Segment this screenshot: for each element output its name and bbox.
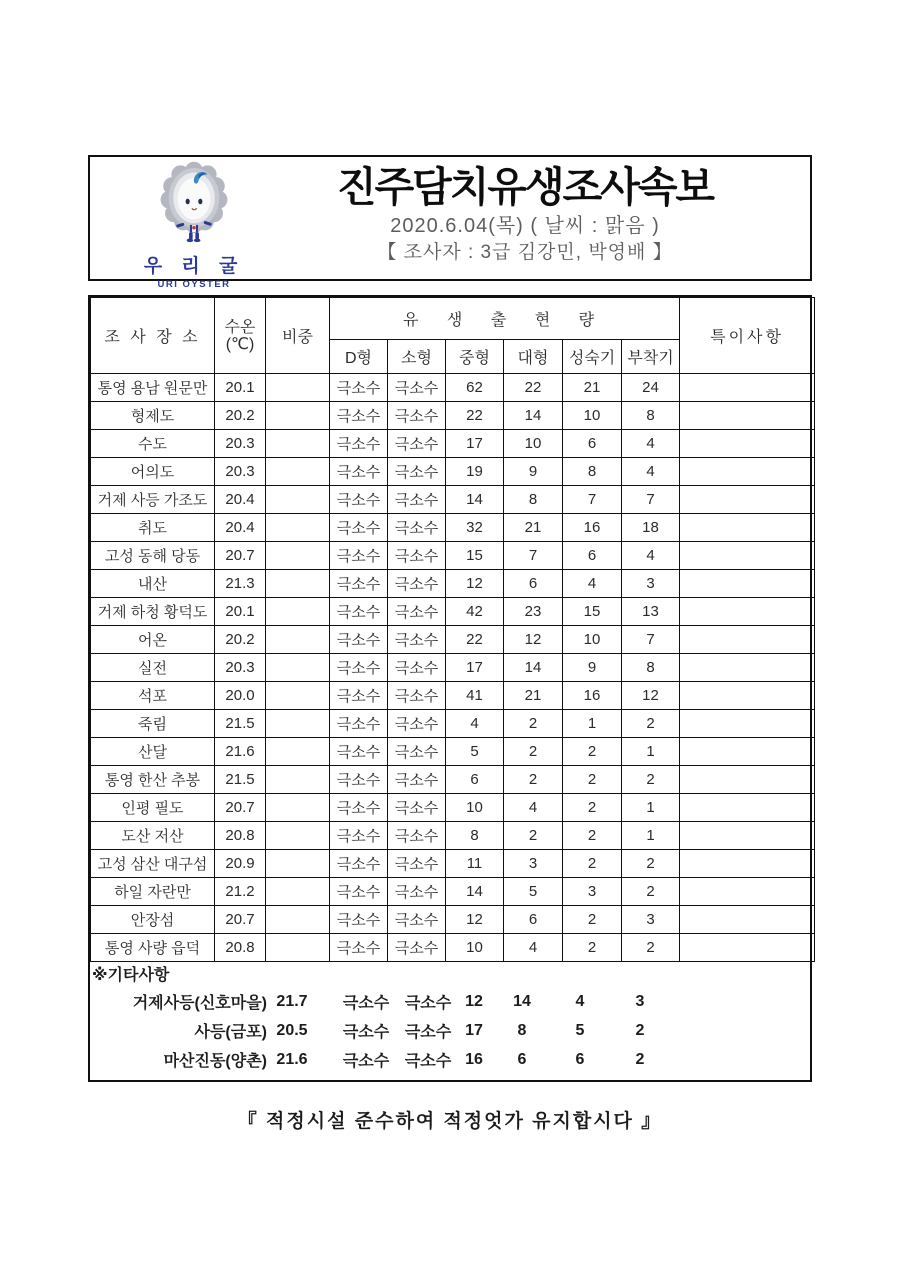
temperature-cell: 20.3 [215, 458, 266, 486]
gravity-cell [266, 934, 330, 962]
large-count-cell: 21 [504, 682, 563, 710]
d-type-count-cell: 극소수 [330, 374, 388, 402]
location-cell: 통영 용남 원문만 [91, 374, 215, 402]
temperature-cell: 20.4 [215, 486, 266, 514]
temperature-cell: 20.7 [215, 794, 266, 822]
gravity-cell [266, 738, 330, 766]
col-header-medium: 중형 [446, 340, 504, 374]
large-count-cell: 10 [504, 430, 563, 458]
temp-header-line2: (℃) [225, 335, 255, 353]
d-type-count-cell: 극소수 [330, 710, 388, 738]
mature-count-cell: 16 [563, 514, 622, 542]
d-type-count-cell: 극소수 [330, 822, 388, 850]
notes-cell [680, 598, 815, 626]
extra-d-type-cell: 극소수 [342, 1053, 390, 1070]
extra-notes-section [90, 962, 810, 1080]
location-cell: 죽림 [91, 710, 215, 738]
col-header-location: 조 사 장 소 [91, 298, 215, 374]
mature-count-cell: 6 [563, 542, 622, 570]
medium-count-cell: 10 [446, 934, 504, 962]
col-header-temperature [215, 298, 266, 374]
attach-count-cell: 1 [622, 794, 680, 822]
medium-count-cell: 15 [446, 542, 504, 570]
large-count-cell: 14 [504, 402, 563, 430]
gravity-cell [266, 598, 330, 626]
d-type-count-cell: 극소수 [330, 570, 388, 598]
attach-count-cell: 12 [622, 682, 680, 710]
mature-count-cell: 3 [563, 878, 622, 906]
extra-section-label: ※기타사항 [92, 967, 170, 984]
small-count-cell: 극소수 [388, 850, 446, 878]
d-type-count-cell: 극소수 [330, 486, 388, 514]
medium-count-cell: 17 [446, 430, 504, 458]
location-cell: 거제 사등 가조도 [91, 486, 215, 514]
notes-cell [680, 794, 815, 822]
date-weather-line: 2020.6.04(목) ( 날씨 : 맑음 ) [390, 215, 660, 237]
extra-mature-cell: 5 [575, 1021, 585, 1039]
temperature-cell: 20.7 [215, 906, 266, 934]
d-type-count-cell: 극소수 [330, 766, 388, 794]
d-type-count-cell: 극소수 [330, 514, 388, 542]
survey-table-row [91, 570, 815, 598]
extra-small-cell: 극소수 [404, 1024, 452, 1041]
gravity-cell [266, 430, 330, 458]
small-count-cell: 극소수 [388, 514, 446, 542]
extra-d-type-cell: 극소수 [342, 995, 390, 1012]
notes-cell [680, 766, 815, 794]
survey-table-row [91, 682, 815, 710]
col-header-mature: 성숙기 [563, 340, 622, 374]
attach-count-cell: 18 [622, 514, 680, 542]
col-header-gravity: 비중 [266, 298, 330, 374]
large-count-cell: 7 [504, 542, 563, 570]
survey-table [90, 297, 815, 962]
location-cell: 통영 한산 추봉 [91, 766, 215, 794]
large-count-cell: 2 [504, 738, 563, 766]
attach-count-cell: 8 [622, 402, 680, 430]
mature-count-cell: 10 [563, 626, 622, 654]
small-count-cell: 극소수 [388, 878, 446, 906]
small-count-cell: 극소수 [388, 738, 446, 766]
location-cell: 도산 저산 [91, 822, 215, 850]
temperature-cell: 20.8 [215, 822, 266, 850]
extra-location-cell: 사등(금포) [194, 1024, 267, 1041]
gravity-cell [266, 570, 330, 598]
attach-count-cell: 2 [622, 710, 680, 738]
mature-count-cell: 2 [563, 822, 622, 850]
mature-count-cell: 2 [563, 766, 622, 794]
d-type-count-cell: 극소수 [330, 906, 388, 934]
small-count-cell: 극소수 [388, 430, 446, 458]
temperature-cell: 20.7 [215, 542, 266, 570]
temperature-cell: 20.2 [215, 402, 266, 430]
d-type-count-cell: 극소수 [330, 682, 388, 710]
col-header-large: 대형 [504, 340, 563, 374]
extra-medium-cell: 12 [465, 992, 483, 1010]
temperature-cell: 20.1 [215, 598, 266, 626]
mature-count-cell: 16 [563, 682, 622, 710]
notes-cell [680, 514, 815, 542]
attach-count-cell: 3 [622, 906, 680, 934]
mature-count-cell: 9 [563, 654, 622, 682]
large-count-cell: 2 [504, 710, 563, 738]
survey-table-row [91, 598, 815, 626]
large-count-cell: 6 [504, 906, 563, 934]
mature-count-cell: 2 [563, 850, 622, 878]
extra-medium-cell: 16 [465, 1050, 483, 1068]
notes-cell [680, 850, 815, 878]
mature-count-cell: 6 [563, 430, 622, 458]
attach-count-cell: 4 [622, 458, 680, 486]
mature-count-cell: 8 [563, 458, 622, 486]
medium-count-cell: 12 [446, 570, 504, 598]
attach-count-cell: 4 [622, 542, 680, 570]
survey-table-body [91, 374, 815, 962]
large-count-cell: 9 [504, 458, 563, 486]
gravity-cell [266, 822, 330, 850]
mature-count-cell: 2 [563, 906, 622, 934]
survey-table-box [88, 295, 812, 1082]
survey-table-row [91, 794, 815, 822]
location-cell: 석포 [91, 682, 215, 710]
col-header-small: 소형 [388, 340, 446, 374]
attach-count-cell: 8 [622, 654, 680, 682]
location-cell: 하일 자란만 [91, 878, 215, 906]
extra-temperature-cell: 21.7 [276, 992, 308, 1010]
small-count-cell: 극소수 [388, 542, 446, 570]
small-count-cell: 극소수 [388, 598, 446, 626]
large-count-cell: 2 [504, 766, 563, 794]
survey-table-row [91, 850, 815, 878]
extra-row [92, 1016, 810, 1045]
small-count-cell: 극소수 [388, 654, 446, 682]
mature-count-cell: 7 [563, 486, 622, 514]
mature-count-cell: 1 [563, 710, 622, 738]
extra-row [92, 987, 810, 1016]
mature-count-cell: 2 [563, 738, 622, 766]
survey-table-row [91, 430, 815, 458]
d-type-count-cell: 극소수 [330, 878, 388, 906]
d-type-count-cell: 극소수 [330, 738, 388, 766]
medium-count-cell: 22 [446, 626, 504, 654]
medium-count-cell: 12 [446, 906, 504, 934]
extra-row [92, 1045, 810, 1074]
footer-quote: 『 적정시설 준수하여 적정엇가 유지합시다 』 [237, 1111, 663, 1132]
notes-cell [680, 738, 815, 766]
medium-count-cell: 10 [446, 794, 504, 822]
notes-cell [680, 458, 815, 486]
mature-count-cell: 2 [563, 934, 622, 962]
d-type-count-cell: 극소수 [330, 598, 388, 626]
temperature-cell: 21.5 [215, 766, 266, 794]
extra-large-cell: 14 [513, 992, 531, 1010]
d-type-count-cell: 극소수 [330, 458, 388, 486]
medium-count-cell: 11 [446, 850, 504, 878]
survey-table-row [91, 514, 815, 542]
extra-rows-container [92, 987, 810, 1074]
notes-cell [680, 934, 815, 962]
small-count-cell: 극소수 [388, 458, 446, 486]
logo-korean-text: 우 리 굴 [143, 256, 245, 277]
extra-large-cell: 6 [517, 1050, 527, 1068]
small-count-cell: 극소수 [388, 374, 446, 402]
small-count-cell: 극소수 [388, 906, 446, 934]
temperature-cell: 21.5 [215, 710, 266, 738]
extra-location-cell: 마산진동(양촌) [163, 1053, 267, 1070]
survey-table-row [91, 878, 815, 906]
small-count-cell: 극소수 [388, 402, 446, 430]
gravity-cell [266, 906, 330, 934]
survey-table-row [91, 822, 815, 850]
survey-table-row [91, 934, 815, 962]
extra-temperature-cell: 20.5 [276, 1021, 308, 1039]
large-count-cell: 22 [504, 374, 563, 402]
gravity-cell [266, 374, 330, 402]
location-cell: 내산 [91, 570, 215, 598]
survey-table-row [91, 458, 815, 486]
temperature-cell: 20.8 [215, 934, 266, 962]
notes-cell [680, 626, 815, 654]
gravity-cell [266, 486, 330, 514]
temperature-cell: 20.1 [215, 374, 266, 402]
table-head [91, 298, 815, 374]
extra-d-type-cell: 극소수 [342, 1024, 390, 1041]
small-count-cell: 극소수 [388, 682, 446, 710]
location-cell: 고성 동해 당동 [91, 542, 215, 570]
mature-count-cell: 21 [563, 374, 622, 402]
location-cell: 거제 하청 황덕도 [91, 598, 215, 626]
gravity-cell [266, 710, 330, 738]
attach-count-cell: 1 [622, 738, 680, 766]
d-type-count-cell: 극소수 [330, 654, 388, 682]
attach-count-cell: 2 [622, 878, 680, 906]
location-cell: 어온 [91, 626, 215, 654]
large-count-cell: 5 [504, 878, 563, 906]
location-cell: 수도 [91, 430, 215, 458]
d-type-count-cell: 극소수 [330, 542, 388, 570]
attach-count-cell: 24 [622, 374, 680, 402]
gravity-cell [266, 542, 330, 570]
medium-count-cell: 6 [446, 766, 504, 794]
mature-count-cell: 2 [563, 794, 622, 822]
survey-table-row [91, 766, 815, 794]
extra-mature-cell: 6 [575, 1050, 585, 1068]
temperature-cell: 20.0 [215, 682, 266, 710]
notes-cell [680, 486, 815, 514]
small-count-cell: 극소수 [388, 570, 446, 598]
large-count-cell: 4 [504, 934, 563, 962]
attach-count-cell: 2 [622, 850, 680, 878]
notes-cell [680, 710, 815, 738]
location-cell: 형제도 [91, 402, 215, 430]
temperature-cell: 20.9 [215, 850, 266, 878]
attach-count-cell: 7 [622, 486, 680, 514]
extra-attach-cell: 2 [635, 1050, 645, 1068]
extra-large-cell: 8 [517, 1021, 527, 1039]
d-type-count-cell: 극소수 [330, 430, 388, 458]
location-cell: 취도 [91, 514, 215, 542]
survey-table-row [91, 626, 815, 654]
large-count-cell: 23 [504, 598, 563, 626]
mature-count-cell: 10 [563, 402, 622, 430]
location-cell: 어의도 [91, 458, 215, 486]
gravity-cell [266, 766, 330, 794]
medium-count-cell: 32 [446, 514, 504, 542]
d-type-count-cell: 극소수 [330, 794, 388, 822]
oyster-mascot-icon [153, 159, 235, 253]
mature-count-cell: 4 [563, 570, 622, 598]
extra-mature-cell: 4 [575, 992, 585, 1010]
notes-cell [680, 682, 815, 710]
location-cell: 안장섬 [91, 906, 215, 934]
notes-cell [680, 822, 815, 850]
d-type-count-cell: 극소수 [330, 934, 388, 962]
survey-table-row [91, 486, 815, 514]
medium-count-cell: 19 [446, 458, 504, 486]
gravity-cell [266, 794, 330, 822]
extra-location-cell: 거제사등(신호마을) [132, 995, 267, 1012]
small-count-cell: 극소수 [388, 794, 446, 822]
attach-count-cell: 13 [622, 598, 680, 626]
large-count-cell: 3 [504, 850, 563, 878]
survey-table-row [91, 654, 815, 682]
title-area [240, 161, 810, 266]
medium-count-cell: 42 [446, 598, 504, 626]
extra-attach-cell: 3 [635, 992, 645, 1010]
gravity-cell [266, 402, 330, 430]
notes-cell [680, 374, 815, 402]
notes-cell [680, 542, 815, 570]
attach-count-cell: 2 [622, 934, 680, 962]
gravity-cell [266, 878, 330, 906]
location-cell: 산달 [91, 738, 215, 766]
col-header-attach: 부착기 [622, 340, 680, 374]
medium-count-cell: 14 [446, 486, 504, 514]
notes-cell [680, 906, 815, 934]
col-header-notes: 특이사항 [680, 298, 815, 374]
gravity-cell [266, 682, 330, 710]
header-box [88, 155, 812, 290]
mature-count-cell: 15 [563, 598, 622, 626]
medium-count-cell: 41 [446, 682, 504, 710]
temperature-cell: 21.3 [215, 570, 266, 598]
temperature-cell: 21.6 [215, 738, 266, 766]
location-cell: 실전 [91, 654, 215, 682]
extra-temperature-cell: 21.6 [276, 1050, 308, 1068]
large-count-cell: 14 [504, 654, 563, 682]
extra-attach-cell: 2 [635, 1021, 645, 1039]
location-cell: 고성 삼산 대구섬 [91, 850, 215, 878]
small-count-cell: 극소수 [388, 626, 446, 654]
notes-cell [680, 654, 815, 682]
attach-count-cell: 3 [622, 570, 680, 598]
survey-table-row [91, 542, 815, 570]
notes-cell [680, 570, 815, 598]
small-count-cell: 극소수 [388, 486, 446, 514]
extra-small-cell: 극소수 [404, 995, 452, 1012]
notes-cell [680, 878, 815, 906]
medium-count-cell: 8 [446, 822, 504, 850]
temperature-cell: 21.2 [215, 878, 266, 906]
temp-header-line1: 수온 [224, 318, 256, 336]
gravity-cell [266, 850, 330, 878]
extra-small-cell: 극소수 [404, 1053, 452, 1070]
location-cell: 인평 필도 [91, 794, 215, 822]
medium-count-cell: 17 [446, 654, 504, 682]
d-type-count-cell: 극소수 [330, 626, 388, 654]
attach-count-cell: 7 [622, 626, 680, 654]
col-header-larvae-group: 유 생 출 현 량 [330, 298, 680, 340]
d-type-count-cell: 극소수 [330, 402, 388, 430]
logo-english-text: URI OYSTER [157, 279, 231, 290]
medium-count-cell: 5 [446, 738, 504, 766]
medium-count-cell: 4 [446, 710, 504, 738]
medium-count-cell: 14 [446, 878, 504, 906]
survey-table-row [91, 710, 815, 738]
attach-count-cell: 4 [622, 430, 680, 458]
survey-table-row [91, 906, 815, 934]
survey-table-row [91, 738, 815, 766]
temperature-cell: 20.3 [215, 654, 266, 682]
attach-count-cell: 2 [622, 766, 680, 794]
large-count-cell: 12 [504, 626, 563, 654]
small-count-cell: 극소수 [388, 934, 446, 962]
document-title: 진주담치유생조사속보 [336, 164, 714, 210]
large-count-cell: 2 [504, 822, 563, 850]
medium-count-cell: 62 [446, 374, 504, 402]
notes-cell [680, 430, 815, 458]
large-count-cell: 21 [504, 514, 563, 542]
surveyor-line: 【 조사자 : 3급 김강민, 박영배 】 [377, 242, 673, 263]
temperature-cell: 20.4 [215, 514, 266, 542]
attach-count-cell: 1 [622, 822, 680, 850]
survey-table-row [91, 374, 815, 402]
medium-count-cell: 22 [446, 402, 504, 430]
large-count-cell: 8 [504, 486, 563, 514]
small-count-cell: 극소수 [388, 710, 446, 738]
gravity-cell [266, 654, 330, 682]
small-count-cell: 극소수 [388, 766, 446, 794]
survey-table-row [91, 402, 815, 430]
large-count-cell: 6 [504, 570, 563, 598]
gravity-cell [266, 626, 330, 654]
temperature-cell: 20.2 [215, 626, 266, 654]
extra-medium-cell: 17 [465, 1021, 483, 1039]
col-header-d-type: D형 [330, 340, 388, 374]
notes-cell [680, 402, 815, 430]
gravity-cell [266, 458, 330, 486]
large-count-cell: 4 [504, 794, 563, 822]
small-count-cell: 극소수 [388, 822, 446, 850]
gravity-cell [266, 514, 330, 542]
temperature-cell: 20.3 [215, 430, 266, 458]
d-type-count-cell: 극소수 [330, 850, 388, 878]
location-cell: 통영 사량 읍덕 [91, 934, 215, 962]
